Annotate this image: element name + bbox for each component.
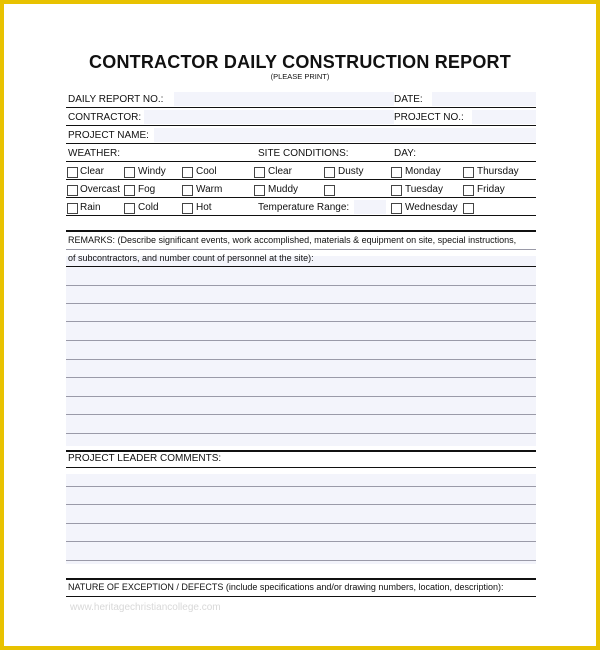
temperature-range-label: Temperature Range: <box>258 202 350 213</box>
day-thursday-label: Thursday <box>477 166 519 177</box>
section-divider <box>66 578 536 580</box>
weather-fog-checkbox[interactable] <box>124 185 135 196</box>
row-divider <box>66 107 536 108</box>
project-no-label: PROJECT NO.: <box>394 112 464 123</box>
remarks-line <box>66 433 536 434</box>
weather-cool-checkbox[interactable] <box>182 167 193 178</box>
comments-line <box>66 504 536 505</box>
watermark-text: www.heritagechristiancollege.com <box>70 602 221 613</box>
row-divider <box>66 249 536 250</box>
form-page <box>4 4 596 646</box>
form-title: CONTRACTOR DAILY CONSTRUCTION REPORT <box>89 52 511 72</box>
remarks-label: REMARKS: (Describe significant events, work accomplished, materials & equipment on site, special instructions, <box>68 235 517 245</box>
contractor-label: CONTRACTOR: <box>68 112 142 123</box>
weather-cold-checkbox[interactable] <box>124 203 135 214</box>
nature-of-exception-label: NATURE OF EXCEPTION / DEFECTS (include specifications and/or drawing numbers, location, description): <box>68 582 504 592</box>
weather-windy-label: Windy <box>138 166 166 177</box>
site-dusty-checkbox[interactable] <box>324 167 335 178</box>
row-divider <box>66 179 536 180</box>
site-blank-checkbox[interactable] <box>324 185 335 196</box>
row-divider <box>66 161 536 162</box>
form-subtitle: (PLEASE PRINT) <box>270 72 330 81</box>
remarks-line <box>66 359 536 360</box>
row-divider <box>66 266 536 267</box>
remarks-line <box>66 321 536 322</box>
day-friday-label: Friday <box>477 184 505 195</box>
weather-warm-checkbox[interactable] <box>182 185 193 196</box>
comments-line <box>66 560 536 561</box>
weather-cool-label: Cool <box>196 166 217 177</box>
project-leader-comments-label: PROJECT LEADER COMMENTS: <box>68 453 222 464</box>
day-heading: DAY: <box>394 148 417 159</box>
weather-fog-label: Fog <box>138 184 156 195</box>
daily-report-no-field[interactable] <box>174 92 394 106</box>
day-monday-checkbox[interactable] <box>391 167 402 178</box>
remarks-line <box>66 285 536 286</box>
weather-hot-label: Hot <box>196 202 212 213</box>
site-dusty-label: Dusty <box>338 166 364 177</box>
site-clear-checkbox[interactable] <box>254 167 265 178</box>
comments-line <box>66 541 536 542</box>
remarks-line <box>66 396 536 397</box>
project-no-field[interactable] <box>472 110 536 124</box>
contractor-field[interactable] <box>144 110 394 124</box>
site-muddy-checkbox[interactable] <box>254 185 265 196</box>
weather-overcast-label: Overcast <box>80 184 121 195</box>
weather-windy-checkbox[interactable] <box>124 167 135 178</box>
weather-warm-label: Warm <box>196 184 223 195</box>
day-thursday-checkbox[interactable] <box>463 167 474 178</box>
day-monday-label: Monday <box>405 166 441 177</box>
row-divider <box>66 143 536 144</box>
comments-area[interactable] <box>66 474 536 564</box>
project-name-field[interactable] <box>154 128 536 142</box>
temperature-range-field[interactable] <box>354 200 386 214</box>
date-field[interactable] <box>432 92 536 106</box>
remarks-line <box>66 340 536 341</box>
day-friday-checkbox[interactable] <box>463 185 474 196</box>
row-divider <box>66 125 536 126</box>
comments-line <box>66 523 536 524</box>
project-name-label: PROJECT NAME: <box>68 130 149 141</box>
day-wednesday-checkbox[interactable] <box>391 203 402 214</box>
weather-rain-checkbox[interactable] <box>67 203 78 214</box>
day-wednesday-label: Wednesday <box>405 202 458 213</box>
weather-rain-label: Rain <box>80 202 101 213</box>
daily-report-no-label: DAILY REPORT NO.: <box>68 94 164 105</box>
day-tuesday-label: Tuesday <box>405 184 443 195</box>
section-divider <box>66 230 536 232</box>
site-conditions-heading: SITE CONDITIONS: <box>258 148 349 159</box>
weather-hot-checkbox[interactable] <box>182 203 193 214</box>
weather-overcast-checkbox[interactable] <box>67 185 78 196</box>
day-tuesday-checkbox[interactable] <box>391 185 402 196</box>
day-blank-checkbox[interactable] <box>463 203 474 214</box>
date-label: DATE: <box>394 94 423 105</box>
weather-clear-checkbox[interactable] <box>67 167 78 178</box>
site-clear-label: Clear <box>268 166 292 177</box>
site-muddy-label: Muddy <box>268 184 299 195</box>
comments-line <box>66 486 536 487</box>
weather-clear-label: Clear <box>80 166 104 177</box>
remarks-line <box>66 414 536 415</box>
row-divider <box>66 467 536 468</box>
remarks-line <box>66 377 536 378</box>
weather-cold-label: Cold <box>138 202 159 213</box>
row-divider <box>66 197 536 198</box>
remarks-label-continued: of subcontractors, and number count of personnel at the site): <box>68 253 314 263</box>
weather-heading: WEATHER: <box>68 148 121 159</box>
section-divider <box>66 450 536 452</box>
remarks-line <box>66 303 536 304</box>
row-divider <box>66 596 536 597</box>
row-divider <box>66 215 536 216</box>
